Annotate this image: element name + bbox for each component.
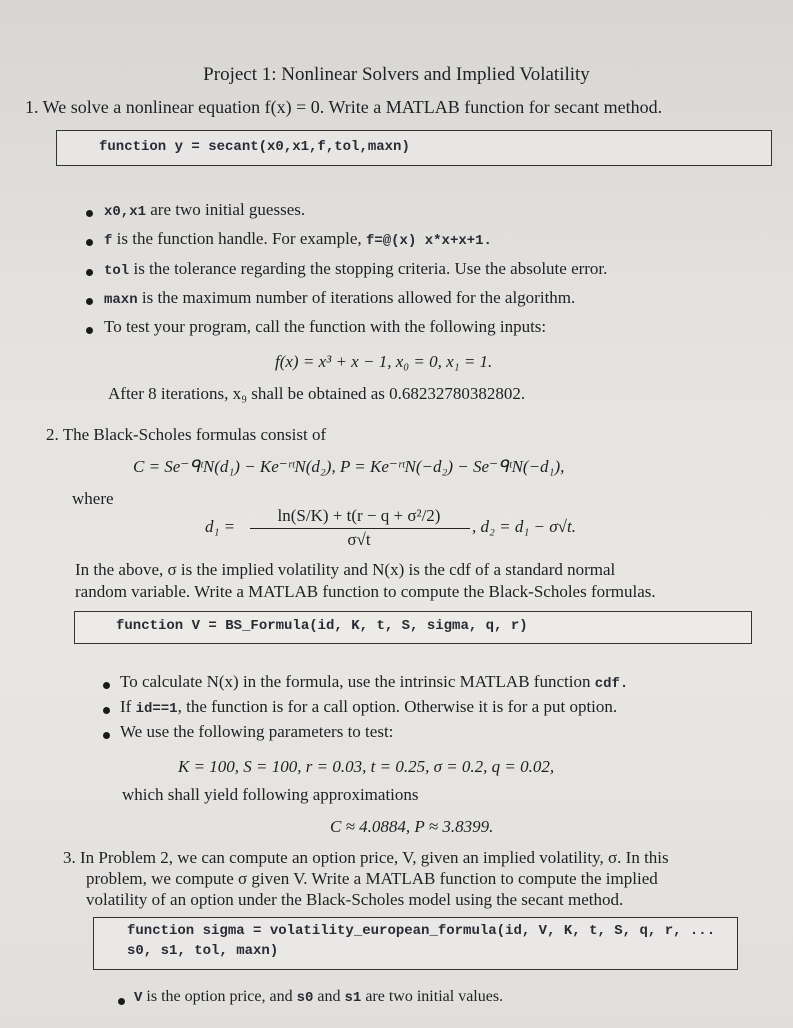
problem-3-line-1: 3. In Problem 2, we can compute an option price, V, given an implied volatility, σ. In this <box>63 848 669 867</box>
bullet-call-put: If id==1, the function is for a call option. Otherwise it is for a put option. <box>120 697 618 717</box>
d1-numerator: ln(S/K) + t(r − q + σ²/2) <box>277 506 441 525</box>
bullet-dot <box>86 210 93 217</box>
d1-denominator: σ√t <box>347 530 371 549</box>
problem-1-heading: 1. We solve a nonlinear equation f(x) = 0. Write a MATLAB function for secant method. <box>25 97 663 117</box>
bullet-option-price: V is the option price, and s0 and s1 are two initial values. <box>134 988 504 1006</box>
code-box-volatility <box>93 917 738 970</box>
bullet-dot <box>86 239 93 246</box>
d1-lhs: d₁ = <box>205 517 236 536</box>
black-scholes-formula: C = Se⁻ᑫᵗN(d₁) − Ke⁻ʳᵗN(d₂), P = Ke⁻ʳᵗN(−d₂) − Se⁻ᑫᵗN(−d₁), <box>133 457 565 476</box>
secant-result: After 8 iterations, x₉ shall be obtained as 0.68232780382802. <box>108 384 526 403</box>
code-volatility-line-2: s0, s1, tol, maxn) <box>127 943 279 959</box>
bullet-dot <box>103 732 110 739</box>
p2-text-line-2: random variable. Write a MATLAB function to compute the Black-Scholes formulas. <box>75 582 656 601</box>
problem-3-line-2: problem, we compute σ given V. Write a MATLAB function to compute the implied <box>86 869 658 888</box>
fraction-bar <box>250 528 470 529</box>
where-label: where <box>72 489 114 508</box>
d2-formula: , d₂ = d₁ − σ√t. <box>472 517 576 536</box>
code-volatility-line-1: function sigma = volatility_european_formula(id, V, K, t, S, q, r, ... <box>127 923 716 939</box>
bullet-dot <box>86 269 93 276</box>
bullet-initial-guesses: x0,x1 are two initial guesses. <box>104 200 306 220</box>
problem-3-line-3: volatility of an option under the Black-Scholes model using the secant method. <box>86 890 624 909</box>
bullet-maxn: maxn is the maximum number of iterations allowed for the algorithm. <box>104 288 576 308</box>
yield-text: which shall yield following approximations <box>122 785 419 804</box>
approximations: C ≈ 4.0884, P ≈ 3.8399. <box>330 817 494 836</box>
code-secant-signature: function y = secant(x0,x1,f,tol,maxn) <box>99 139 410 155</box>
p2-text-line-1: In the above, σ is the implied volatility and N(x) is the cdf of a standard normal <box>75 560 616 579</box>
problem-2-heading: 2. The Black-Scholes formulas consist of <box>46 425 327 444</box>
bullet-function-handle: f is the function handle. For example, f=@(x) x*x+x+1. <box>104 229 492 249</box>
bullet-test-params: We use the following parameters to test: <box>120 722 394 741</box>
bullet-dot <box>103 707 110 714</box>
bullet-test-program: To test your program, call the function with the following inputs: <box>104 317 547 336</box>
bullet-dot <box>86 298 93 305</box>
bullet-dot <box>86 327 93 334</box>
page-title: Project 1: Nonlinear Solvers and Implied Volatility <box>203 64 590 85</box>
test-equation: f(x) = x³ + x − 1, x₀ = 0, x₁ = 1. <box>275 352 493 371</box>
code-box-secant <box>56 130 772 166</box>
code-box-bs-formula <box>74 611 752 644</box>
bullet-cdf: To calculate N(x) in the formula, use the intrinsic MATLAB function cdf. <box>120 672 629 692</box>
bullet-dot <box>118 998 125 1005</box>
test-parameters: K = 100, S = 100, r = 0.03, t = 0.25, σ = 0.2, q = 0.02, <box>178 757 555 776</box>
code-bs-signature: function V = BS_Formula(id, K, t, S, sigma, q, r) <box>116 618 528 634</box>
bullet-dot <box>103 682 110 689</box>
bullet-tolerance: tol is the tolerance regarding the stopping criteria. Use the absolute error. <box>104 259 608 279</box>
